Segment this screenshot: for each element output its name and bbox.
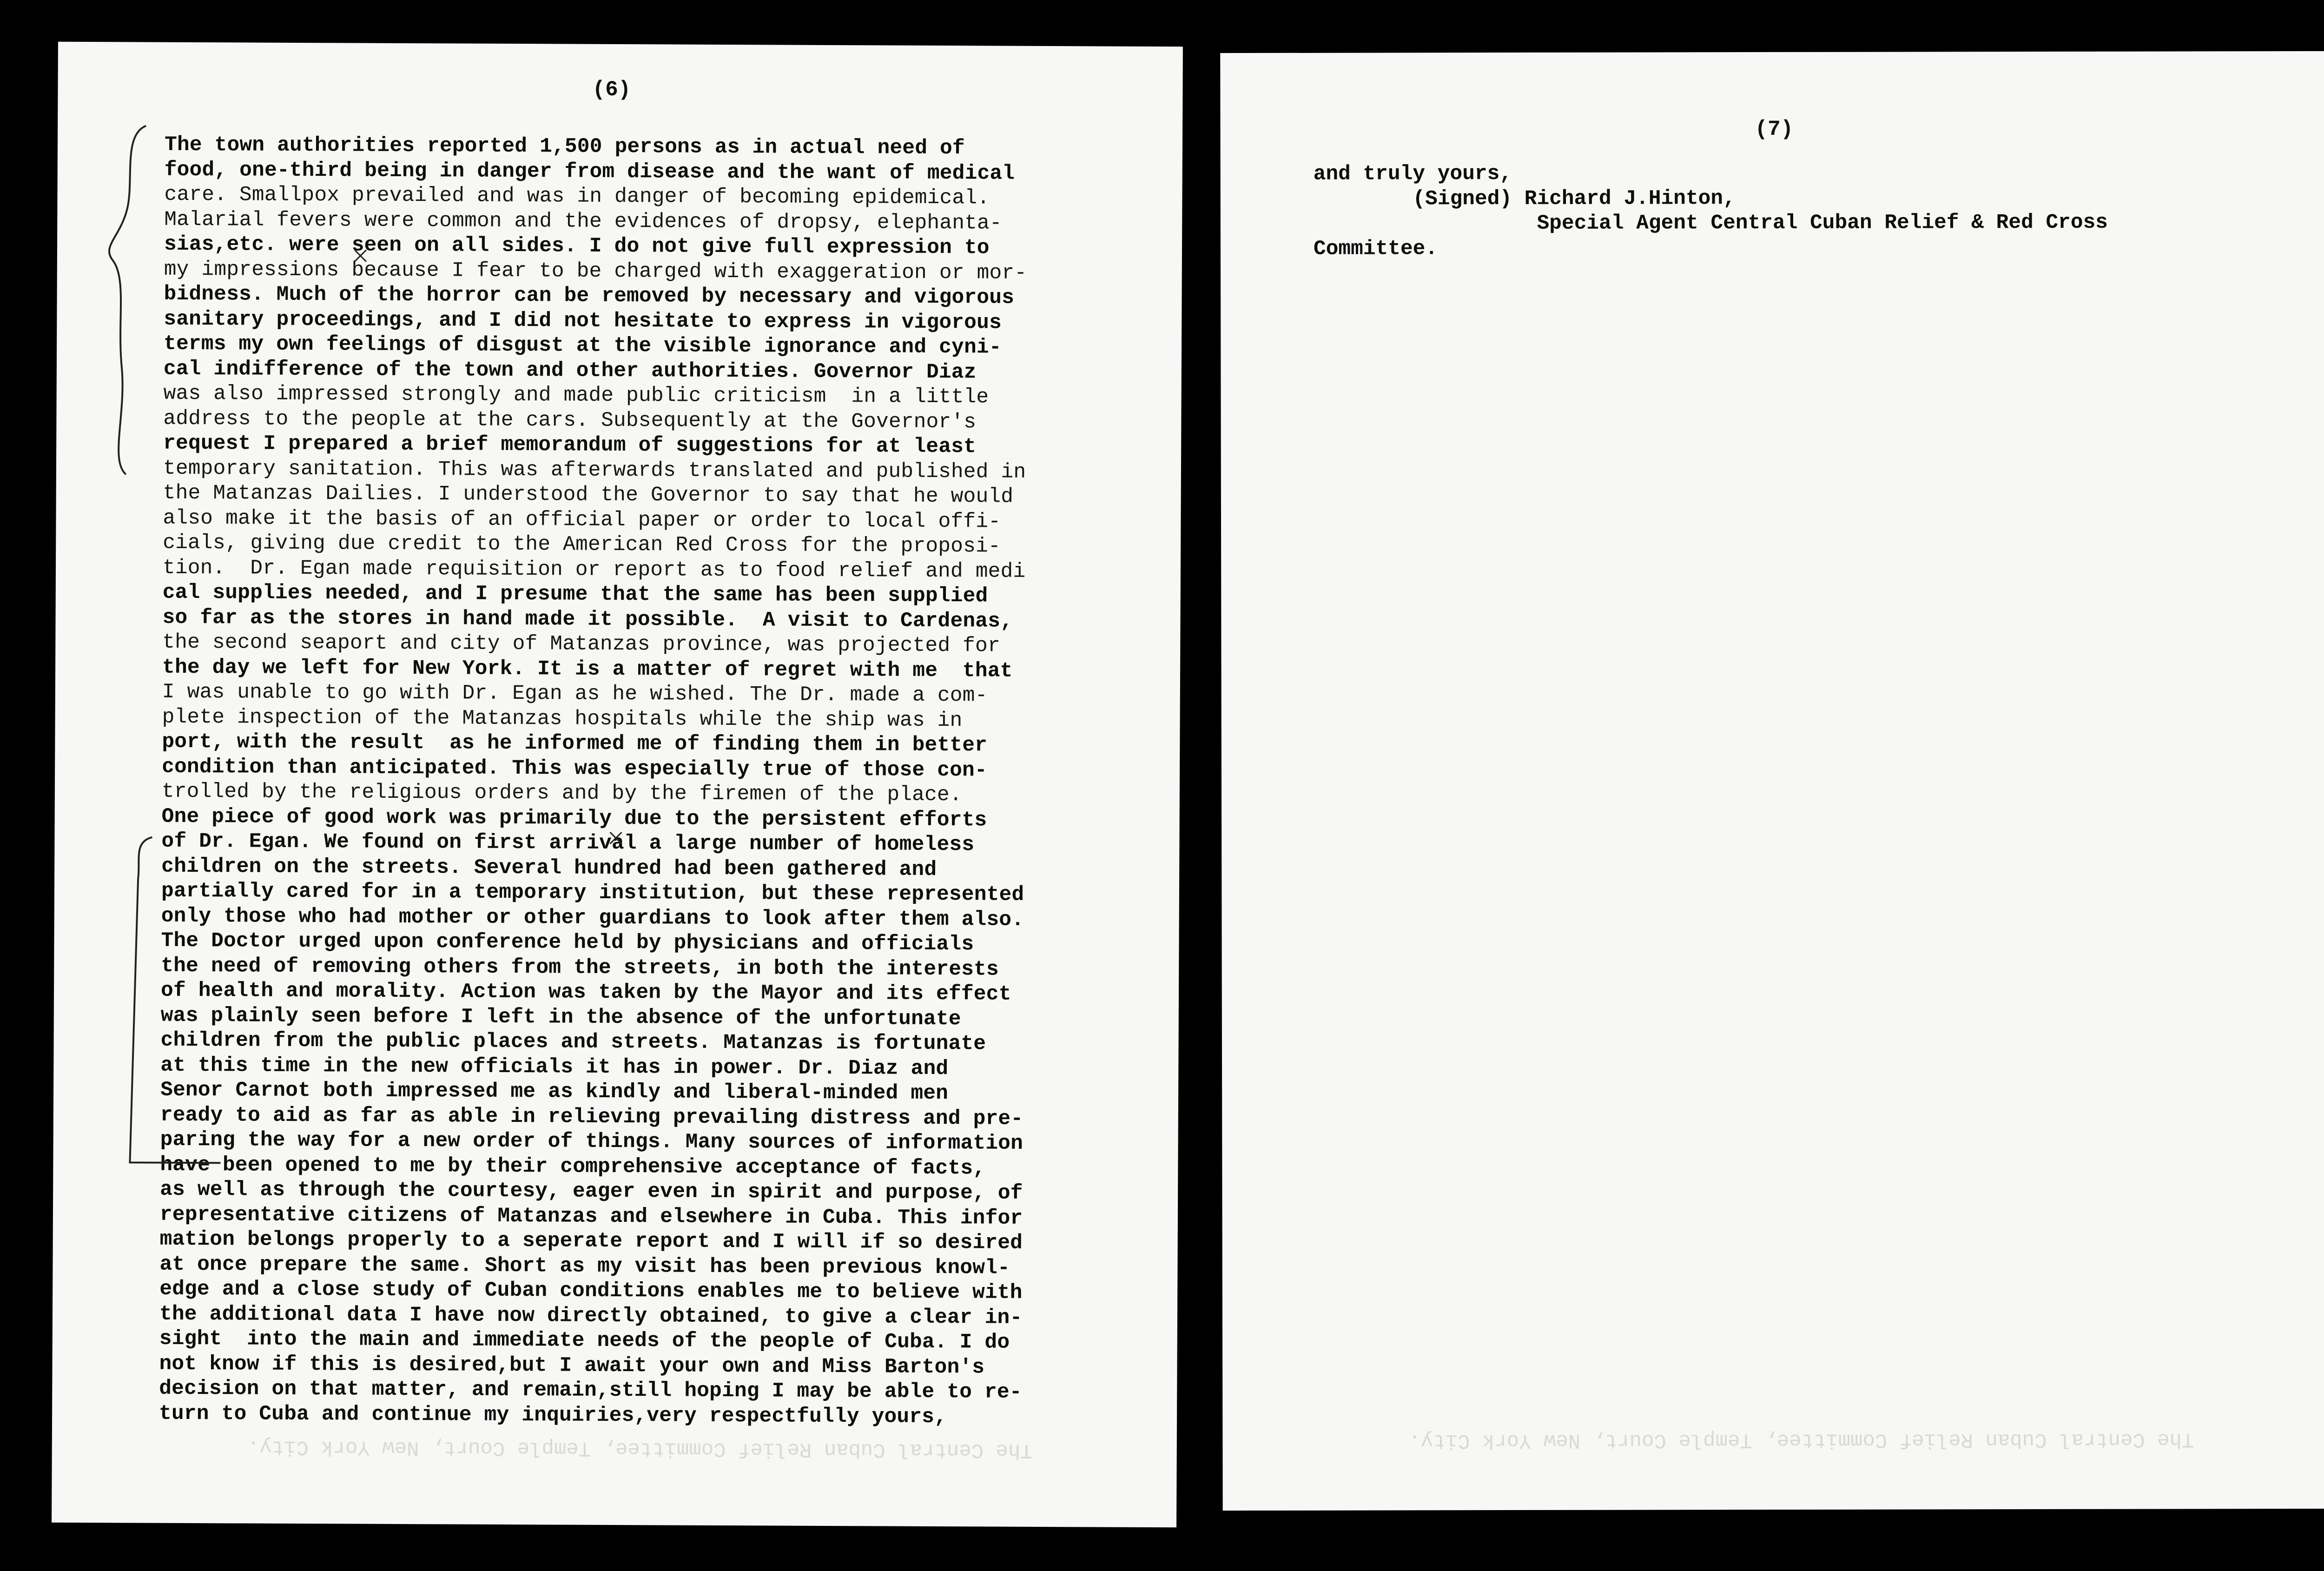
text-line: turn to Cuba and continue my inquiries,very respectfully yours, bbox=[158, 1402, 947, 1429]
text-line: cal supplies needed, and I presume that the same has been supplied bbox=[162, 581, 988, 608]
text-line: One piece of good work was primarily due to the persistent efforts bbox=[161, 805, 987, 832]
text-line: the need of removing others from the streets, in both the interests bbox=[161, 954, 999, 981]
text-line: children on the streets. Several hundred had been gathered and bbox=[161, 855, 937, 882]
text-line: of health and morality. Action was taken by the Mayor and its effect bbox=[160, 979, 1011, 1006]
text-line: the Matanzas Dailies. I understood the Governor to say that he would bbox=[163, 481, 1014, 509]
text-line: children from the public places and streets. Matanzas is fortunate bbox=[160, 1028, 986, 1056]
text-line: only those who had mother or other guardians to look after them also. bbox=[161, 904, 1024, 932]
text-line: Malarial fevers were common and the evidences of dropsy, elephanta- bbox=[164, 208, 1002, 235]
text-line: have been opened to me by their comprehensive acceptance of facts, bbox=[160, 1153, 986, 1180]
text-line: condition than anticipated. This was especially true of those con- bbox=[162, 755, 987, 782]
text-line: my impressions because I fear to be charged with exaggeration or mor- bbox=[164, 258, 1027, 285]
text-line: was plainly seen before I left in the absence of the unfortunate bbox=[160, 1004, 961, 1031]
text-line: sias,etc. were seen on all sides. I do not give full expression to bbox=[164, 232, 990, 260]
text-line: the second seaport and city of Matanzas province, was projected for bbox=[162, 630, 1001, 658]
text-line: care. Smallpox prevailed and was in danger of becoming epidemical. bbox=[164, 183, 990, 210]
left-document-page bbox=[52, 42, 1183, 1528]
watermark-text: The Central Cuban Relief Committee, Temple Court, New York City. bbox=[1408, 1427, 2194, 1452]
text-line: representative citizens of Matanzas and elsewhere in Cuba. This infor bbox=[159, 1203, 1023, 1230]
text-line: was also impressed strongly and made public criticism in a little bbox=[163, 382, 989, 409]
text-line: The Doctor urged upon conference held by physicians and officials bbox=[161, 929, 974, 956]
text-line: port, with the result as he informed me of finding them in better bbox=[162, 730, 988, 757]
text-line: trolled by the religious orders and by the firemen of the place. bbox=[161, 780, 962, 807]
text-line: partially cared for in a temporary institution, but these represented bbox=[161, 879, 1024, 907]
page-number: (7) bbox=[1755, 117, 1794, 142]
closing-line: Special Agent Central Cuban Relief & Red Cross bbox=[1313, 211, 2108, 236]
text-line: the day we left for New York. It is a matter of regret with me that bbox=[162, 656, 1013, 683]
text-line: food, one-third being in danger from disease and the want of medical bbox=[164, 158, 1015, 186]
text-line: as well as through the courtesy, eager even in spirit and purpose, of bbox=[160, 1178, 1023, 1205]
text-line: decision on that matter, and remain,still hoping I may be able to re- bbox=[159, 1377, 1022, 1404]
text-line: mation belongs properly to a seperate report and I will if so desired bbox=[159, 1227, 1023, 1255]
text-line: not know if this is desired,but I await your own and Miss Barton's bbox=[159, 1352, 985, 1379]
text-line: The town authorities reported 1,500 persons as in actual need of bbox=[164, 133, 965, 160]
text-line: ready to aid as far as able in relieving prevailing distress and pre- bbox=[160, 1103, 1023, 1131]
text-line: at once prepare the same. Short as my visit has been previous knowl- bbox=[159, 1253, 1010, 1280]
page-number: (6) bbox=[592, 77, 631, 102]
right-document-page bbox=[1220, 51, 2324, 1511]
text-line: cal indifference of the town and other authorities. Governor Diaz bbox=[163, 357, 977, 384]
text-line: I was unable to go with Dr. Egan as he wished. The Dr. made a com- bbox=[162, 680, 988, 708]
letter-closing-signature bbox=[1314, 160, 2313, 262]
text-line: sight into the main and immediate needs of the people of Cuba. I do bbox=[159, 1327, 1010, 1354]
closing-line: Committee. bbox=[1313, 237, 1438, 261]
text-line: paring the way for a new order of things. Many sources of information bbox=[160, 1128, 1023, 1155]
text-line: temporary sanitation. This was afterwards translated and published in bbox=[163, 457, 1026, 484]
text-line: so far as the stores in hand made it possible. A visit to Cardenas, bbox=[162, 606, 1013, 633]
text-line: sanitary proceedings, and I did not hesitate to express in vigorous bbox=[164, 307, 1002, 335]
text-line: edge and a close study of Cuban conditions enables me to believe with bbox=[159, 1277, 1023, 1305]
text-line: plete inspection of the Matanzas hospitals while the ship was in bbox=[162, 705, 963, 732]
text-line: terms my own feelings of disgust at the visible ignorance and cyni- bbox=[164, 332, 1002, 359]
text-line: also make it the basis of an official paper or order to local offi- bbox=[163, 506, 1001, 534]
text-line: the additional data I have now directly obtained, to give a clear in- bbox=[159, 1302, 1023, 1330]
text-line: address to the people at the cars. Subsequently at the Governor's bbox=[163, 407, 977, 434]
closing-line: (Signed) Richard J.Hinton, bbox=[1313, 186, 1736, 211]
text-line: Senor Carnot both impressed me as kindly and liberal-minded men bbox=[160, 1078, 949, 1106]
closing-line: and truly yours, bbox=[1313, 162, 1512, 186]
text-line: cials, giving due credit to the American Red Cross for the proposi- bbox=[163, 531, 1001, 558]
text-line: tion. Dr. Egan made requisition or report as to food relief and medi bbox=[162, 556, 1026, 583]
watermark-text: The Central Cuban Relief Committee, Temple Court, New York City. bbox=[247, 1435, 1033, 1462]
text-line: at this time in the new officials it has in power. Dr. Diaz and bbox=[160, 1054, 949, 1080]
text-line: request I prepared a brief memorandum of suggestions for at least bbox=[163, 431, 977, 459]
text-line: bidness. Much of the horror can be removed by necessary and vigorous bbox=[164, 282, 1015, 310]
text-line: of Dr. Egan. We found on first arrival a large number of homeless bbox=[161, 829, 975, 857]
letter-body-text bbox=[159, 133, 1173, 1431]
